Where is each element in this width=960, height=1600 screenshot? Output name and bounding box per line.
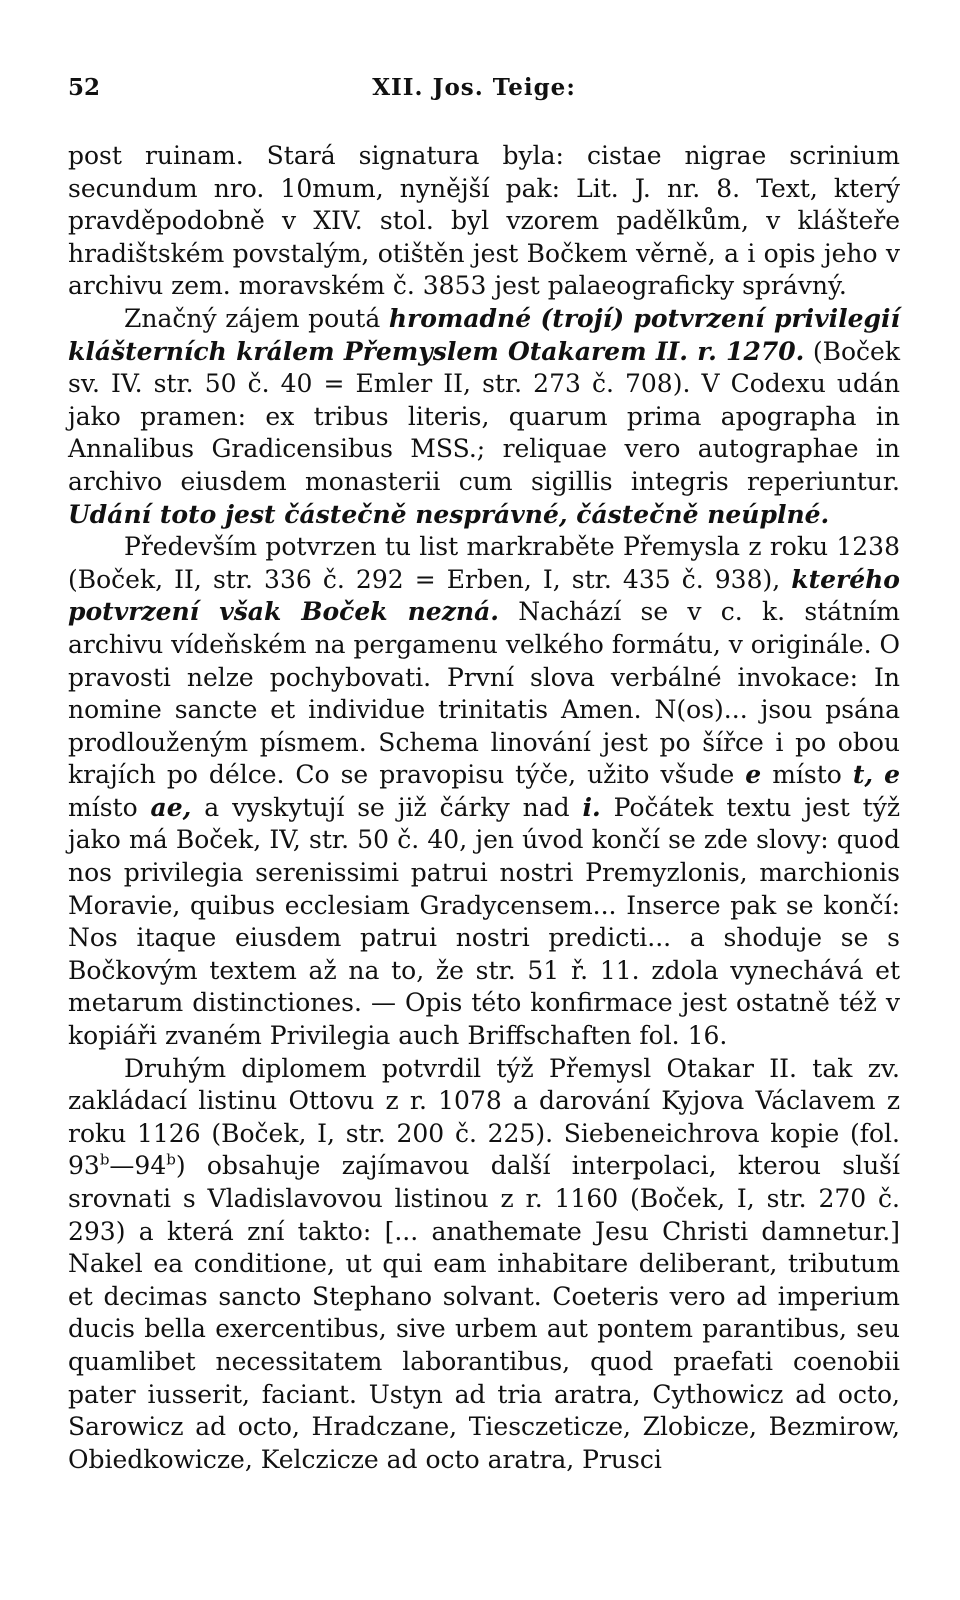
text-run: ) obsahuje zajímavou další interpolaci, kterou sluší srovnati s Vladislavovou listinou z r. 1160 (Boček, I, str. 270 č. 293) a která zní takto: [... anathemate Jesu Christi damnetur.] Nakel ea conditione, ut qui eam inhabitare deliberant, tributum et decimas sancto Stephano solvant. Coeteris vero ad imperium ducis bella exercentibus, sive urbem aut pontem parantibus, seu quamlibet necessitatem laborantibus, quod praefati coenobii pater iusserit, faciant. Ustyn ad tria aratra, Cythowicz ad octo, Sarowicz ad octo, Hradczane, Tiesczeticze, Zlobicze, Bezmirow, Obiedkowicze, Kelczicze ad octo aratra, Prusci	[68, 1151, 900, 1474]
text-run: Druhým diplomem potvrdil týž Přemysl Otakar II. tak zv. zakládací listinu Ottovu z r. 1078 a darování Kyjova Václavem z roku 1126 (Boček, I, str. 200 č. 225). Siebeneichrova kopie (fol. 93	[68, 1053, 900, 1181]
emphasis-text: hromadné (trojí) potvrzení privilegií klášterních králem Přemyslem Otakarem II. r. 1270.	[68, 303, 900, 366]
text-run: a vyskytují se již čárky nad	[191, 792, 583, 822]
page-header	[68, 74, 880, 101]
emphasis-text: e	[884, 760, 900, 790]
paragraph	[68, 303, 900, 531]
body-text	[68, 140, 900, 1476]
text-run	[873, 760, 884, 789]
text-run: Počátek textu jest týž jako má Boček, IV, str. 50 č. 40, jen úvod končí se zde slovy: quod nos privilegia serenissimi patrui nostri Premyzlonis, marchionis Moravie, quibus ecclesiam Gradycensem... Inserce pak se končí: Nos itaque eiusdem patrui nostri predicti... a shoduje se s Bočkovým textem až na to, že str. 51 ř. 11. zdola vynechává et metarum distinctiones. — Opis této konfirmace jest ostatně též v kopiáři zvaném Privilegia auch Briffschaften fol. 16.	[68, 792, 900, 1051]
emphasis-text: t,	[852, 760, 874, 790]
superscript: b	[166, 1151, 176, 1170]
text-run: místo	[68, 792, 151, 822]
text-run: post ruinam. Stará signatura byla: cistae nigrae scrinium secundum nro. 10mum, nynější pak: Lit. J. nr. 8. Text, který pravděpodobně v XIV. stol. byl vzorem padělkům, v klášteře hradištském povstalým, otištěn jest Bočkem věrně, a i opis jeho v archivu zem. moravském č. 3853 jest palaeograficky správný.	[68, 141, 900, 301]
paragraph	[68, 1053, 900, 1477]
text-run: (Boček sv. IV. str. 50 č. 40 = Emler II, str. 273 č. 708). V Codexu udán jako pramen: ex tribus literis, quarum prima apographa in Annalibus Gradicensibus MSS.; reliquae vero autographae in archivo eiusdem monasterii cum sigillis integris reperiuntur.	[68, 336, 900, 496]
emphasis-text: Udání toto jest částečně nesprávné, částečně neúplné.	[68, 499, 830, 529]
emphasis-text: kterého potvrzení však Boček nezná.	[68, 564, 900, 627]
text-run: Především potvrzen tu list markraběte Přemysla z roku 1238 (Boček, II, str. 336 č. 292 = Erben, I, str. 435 č. 938),	[68, 532, 900, 594]
emphasis-text: i.	[582, 792, 601, 822]
text-run: Značný zájem poutá	[124, 303, 389, 333]
paragraph	[68, 140, 900, 303]
page-number: 52	[68, 74, 101, 101]
text-run: Nachází se v c. k. státním archivu vídeňském na pergamenu velkého formátu, v originále. O pravosti nelze pochybovati. První slova verbálné invokace: In nomine sancte et individue trinitatis Amen. N(os)... jsou psána prodlouženým písmem. Schema linování jest po šířce i po obou krajích po délce. Co se pravopisu týče, užito všude	[68, 597, 900, 790]
running-title: XII. Jos. Teige:	[372, 74, 576, 101]
superscript: b	[99, 1151, 110, 1170]
text-run: —94	[109, 1151, 167, 1181]
emphasis-text: e	[745, 760, 762, 790]
emphasis-text: ae,	[150, 792, 192, 822]
paragraph	[68, 531, 900, 1053]
text-run: místo	[761, 760, 853, 790]
